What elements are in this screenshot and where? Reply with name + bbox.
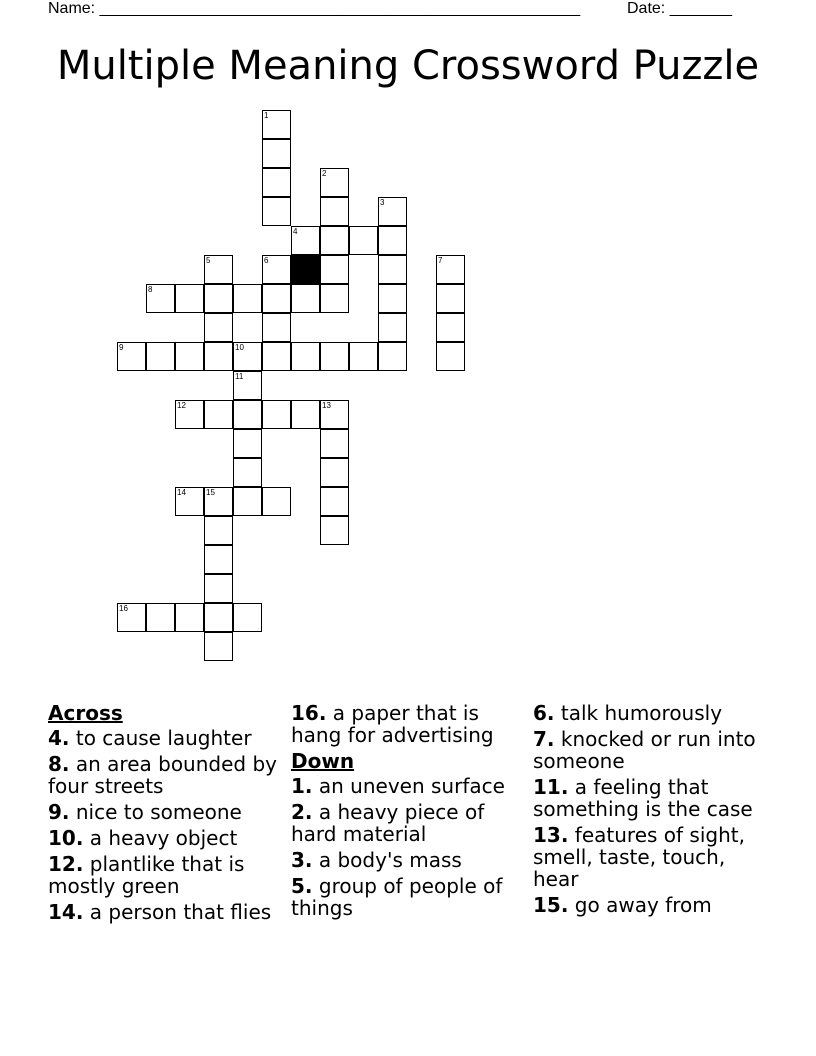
clue-text: group of people of things (291, 874, 503, 920)
clue-text: a heavy piece of hard material (291, 800, 485, 846)
grid-cell[interactable] (320, 400, 349, 429)
grid-cell[interactable] (320, 197, 349, 226)
grid-cell[interactable] (378, 284, 407, 313)
cell-number: 16 (119, 604, 128, 613)
grid-cell[interactable] (146, 342, 175, 371)
clue-number: 4. (48, 726, 70, 750)
grid-cell[interactable] (262, 342, 291, 371)
clue-number: 1. (291, 774, 313, 798)
cell-number: 14 (177, 488, 186, 497)
grid-cell[interactable] (291, 284, 320, 313)
clue-number: 15. (533, 893, 569, 917)
clue-text: an uneven surface (318, 774, 505, 798)
grid-cell[interactable] (175, 342, 204, 371)
grid-cell[interactable] (436, 284, 465, 313)
cell-number: 10 (235, 343, 244, 352)
grid-cell[interactable] (117, 603, 146, 632)
grid-cell[interactable] (204, 632, 233, 661)
grid-cell[interactable] (204, 603, 233, 632)
page-title: Multiple Meaning Crossword Puzzle (56, 43, 760, 89)
cell-number: 15 (206, 488, 215, 497)
clue-number: 13. (533, 823, 569, 847)
clue-number: 16. (291, 701, 327, 725)
clue-text: an area bounded by four streets (48, 752, 277, 798)
grid-cell[interactable] (233, 400, 262, 429)
grid-cell[interactable] (204, 400, 233, 429)
grid-cell[interactable] (146, 284, 175, 313)
clue-text: features of sight, smell, taste, touch, hear (533, 823, 745, 891)
grid-cell[interactable] (262, 284, 291, 313)
grid-cell[interactable] (233, 429, 262, 458)
grid-cell[interactable] (349, 342, 378, 371)
grid-cell[interactable] (291, 226, 320, 255)
clue-number: 3. (291, 848, 313, 872)
grid-cell[interactable] (436, 313, 465, 342)
grid-cell[interactable] (233, 458, 262, 487)
grid-cell[interactable] (175, 603, 204, 632)
grid-cell[interactable] (204, 574, 233, 603)
clue-text: a feeling that something is the case (533, 775, 753, 821)
cell-number: 11 (235, 372, 244, 381)
cell-number: 4 (293, 227, 298, 236)
clue-text: nice to someone (75, 800, 242, 824)
clue-down-2 (291, 801, 511, 845)
grid-cell[interactable] (204, 545, 233, 574)
clue-down-15 (533, 894, 773, 916)
grid-cell[interactable] (320, 487, 349, 516)
grid-cell[interactable] (378, 342, 407, 371)
grid-cell[interactable] (146, 603, 175, 632)
grid-cell[interactable] (378, 226, 407, 255)
clue-down-11 (533, 776, 773, 820)
grid-cell[interactable] (262, 168, 291, 197)
grid-cell[interactable] (204, 284, 233, 313)
clue-text: to cause laughter (75, 726, 252, 750)
grid-cell[interactable] (378, 313, 407, 342)
grid-cell[interactable] (233, 371, 262, 400)
grid-cell[interactable] (291, 342, 320, 371)
clue-number: 8. (48, 752, 70, 776)
clue-down-5 (291, 875, 511, 919)
cell-number: 7 (438, 256, 443, 265)
clue-number: 7. (533, 727, 555, 751)
clue-number: 10. (48, 826, 84, 850)
grid-cell[interactable] (320, 458, 349, 487)
clue-text: a body's mass (318, 848, 462, 872)
name-field[interactable]: Name: ______________________________________________________ (48, 0, 581, 17)
clue-down-3 (291, 849, 511, 871)
clue-down-1 (291, 775, 511, 797)
clue-number: 2. (291, 800, 313, 824)
clue-number: 5. (291, 874, 313, 898)
grid-cell[interactable] (262, 400, 291, 429)
clue-column-2 (291, 702, 511, 923)
grid-cell[interactable] (320, 284, 349, 313)
grid-cell[interactable] (320, 226, 349, 255)
cell-number: 1 (264, 111, 269, 120)
grid-cell[interactable] (262, 487, 291, 516)
grid-cell[interactable] (204, 342, 233, 371)
cell-number: 2 (322, 169, 327, 178)
clue-number: 11. (533, 775, 569, 799)
grid-cell[interactable] (436, 342, 465, 371)
grid-cell[interactable] (204, 487, 233, 516)
clue-text: plantlike that is mostly green (48, 852, 245, 898)
cell-number: 12 (177, 401, 186, 410)
grid-cell[interactable] (204, 516, 233, 545)
clue-column-1 (48, 702, 283, 927)
clue-column-3 (533, 702, 773, 920)
grid-cell[interactable] (378, 255, 407, 284)
clue-across-12 (48, 853, 283, 897)
date-field[interactable]: Date: _______ (627, 0, 732, 17)
grid-cell[interactable] (262, 255, 291, 284)
clue-text: a person that flies (89, 900, 272, 924)
grid-cell[interactable] (233, 487, 262, 516)
grid-cell[interactable] (320, 168, 349, 197)
grid-cell[interactable] (262, 139, 291, 168)
grid-cell[interactable] (175, 487, 204, 516)
cell-number: 5 (206, 256, 211, 265)
clue-across-16 (291, 702, 511, 746)
grid-cell[interactable] (233, 342, 262, 371)
clue-across-14 (48, 901, 283, 923)
grid-cell[interactable] (175, 400, 204, 429)
cell-number: 6 (264, 256, 269, 265)
clue-across-9 (48, 801, 283, 823)
clue-number: 14. (48, 900, 84, 924)
clue-down-13 (533, 824, 773, 890)
grid-cell[interactable] (204, 255, 233, 284)
grid-cell[interactable] (378, 197, 407, 226)
grid-cell[interactable] (117, 342, 146, 371)
clue-down-6 (533, 702, 773, 724)
black-square (291, 255, 320, 284)
grid-cell[interactable] (233, 603, 262, 632)
grid-cell[interactable] (320, 255, 349, 284)
down-heading: Down (291, 749, 355, 773)
clue-across-8 (48, 753, 283, 797)
grid-cell[interactable] (262, 197, 291, 226)
grid-cell[interactable] (262, 313, 291, 342)
clue-number: 9. (48, 800, 70, 824)
clue-text: talk humorously (560, 701, 723, 725)
grid-cell[interactable] (320, 516, 349, 545)
grid-cell[interactable] (436, 255, 465, 284)
clue-text: go away from (574, 893, 712, 917)
clue-across-4 (48, 727, 283, 749)
cell-number: 13 (322, 401, 331, 410)
grid-cell[interactable] (320, 429, 349, 458)
cell-number: 9 (119, 343, 124, 352)
clue-text: knocked or run into someone (533, 727, 756, 773)
clue-text: a paper that is hang for advertising (291, 701, 494, 747)
grid-cell[interactable] (204, 313, 233, 342)
grid-cell[interactable] (175, 284, 204, 313)
grid-cell[interactable] (320, 342, 349, 371)
cell-number: 8 (148, 285, 153, 294)
across-heading: Across (48, 701, 123, 725)
grid-cell[interactable] (291, 400, 320, 429)
grid-cell[interactable] (233, 284, 262, 313)
grid-cell[interactable] (349, 226, 378, 255)
clue-number: 6. (533, 701, 555, 725)
clue-text: a heavy object (89, 826, 238, 850)
clue-down-7 (533, 728, 773, 772)
clue-across-10 (48, 827, 283, 849)
cell-number: 3 (380, 198, 385, 207)
clue-number: 12. (48, 852, 84, 876)
grid-cell[interactable] (262, 110, 291, 139)
